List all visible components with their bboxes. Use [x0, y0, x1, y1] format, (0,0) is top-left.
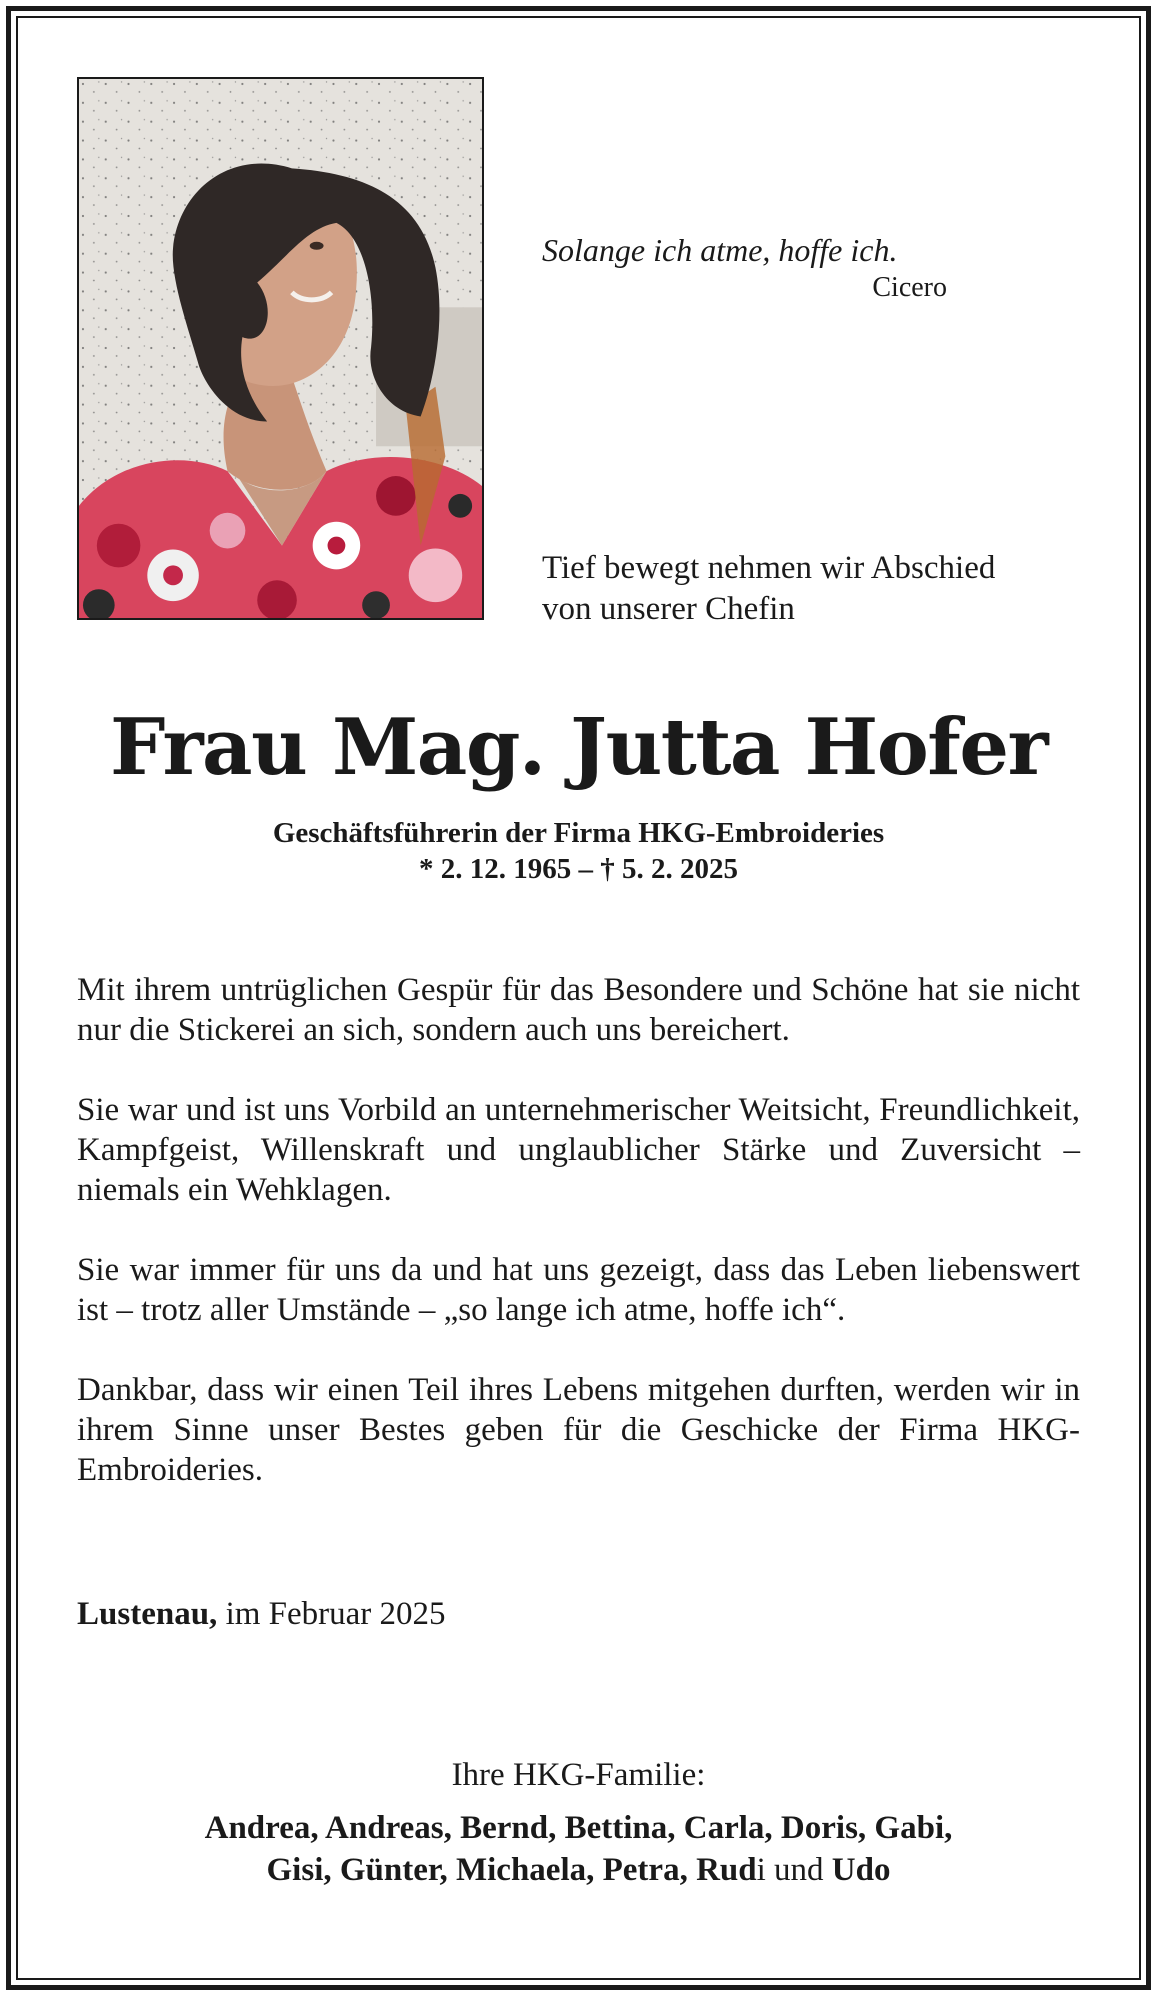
family-names-line-2-last: Udo	[831, 1852, 891, 1888]
family-names	[60, 1807, 1097, 1891]
body-paragraph-3: Sie war immer für uns da und hat uns gezeigt, dass das Leben liebenswert ist – trotz aller Umstände – „so lange ich atme, hoffe ich“.	[77, 1252, 1080, 1328]
deceased-role: Geschäftsführerin der Firma HKG-Embroideries	[272, 817, 885, 849]
motto-quote: Solange ich atme, hoffe ich.	[542, 232, 898, 268]
motto-author: Cicero	[872, 272, 947, 303]
obituary-body	[77, 970, 1080, 1490]
body-paragraph-4: Dankbar, dass wir einen Teil ihres Lebens mitgehen durften, werden wir in ihrem Sinne unser Bestes geben für die Geschicke der Firma HKG-Embroideries.	[77, 1372, 1080, 1488]
deceased-name: Frau Mag. Jutta Hofer	[109, 702, 1048, 793]
place-city: Lustenau,	[77, 1596, 218, 1632]
family-names-line-2	[60, 1849, 1097, 1891]
intro-line-1: Tief bewegt nehmen wir Abschied	[542, 550, 996, 586]
portrait-photo-icon	[79, 79, 482, 618]
intro-text	[542, 548, 1102, 630]
family-names-line-1: Andrea, Andreas, Bernd, Bettina, Carla, Doris, Gabi,	[204, 1810, 953, 1846]
family-names-line-2-plain: i und	[756, 1852, 832, 1888]
family-label: Ihre HKG-Familie:	[451, 1757, 706, 1793]
deceased-dates: * 2. 12. 1965 – † 5. 2. 2025	[419, 853, 738, 885]
intro-line-2: von unserer Chefin	[542, 591, 795, 627]
portrait-photo	[77, 77, 484, 620]
family-names-line-2-bold: Gisi, Günter, Michaela, Petra, Rud	[266, 1852, 757, 1888]
body-paragraph-1: Mit ihrem untrüglichen Gespür für das Besondere und Schöne hat sie nicht nur die Stickerei an sich, sondern auch uns bereichert.	[77, 972, 1080, 1048]
place-date-text: im Februar 2025	[225, 1596, 446, 1632]
motto	[542, 230, 947, 306]
place-date	[77, 1594, 977, 1634]
body-paragraph-2: Sie war und ist uns Vorbild an unternehmerischer Weitsicht, Freundlichkeit, Kampfgeist, Willenskraft und unglaublicher Stärke und Zuversicht – niemals ein Wehklagen.	[77, 1092, 1080, 1208]
